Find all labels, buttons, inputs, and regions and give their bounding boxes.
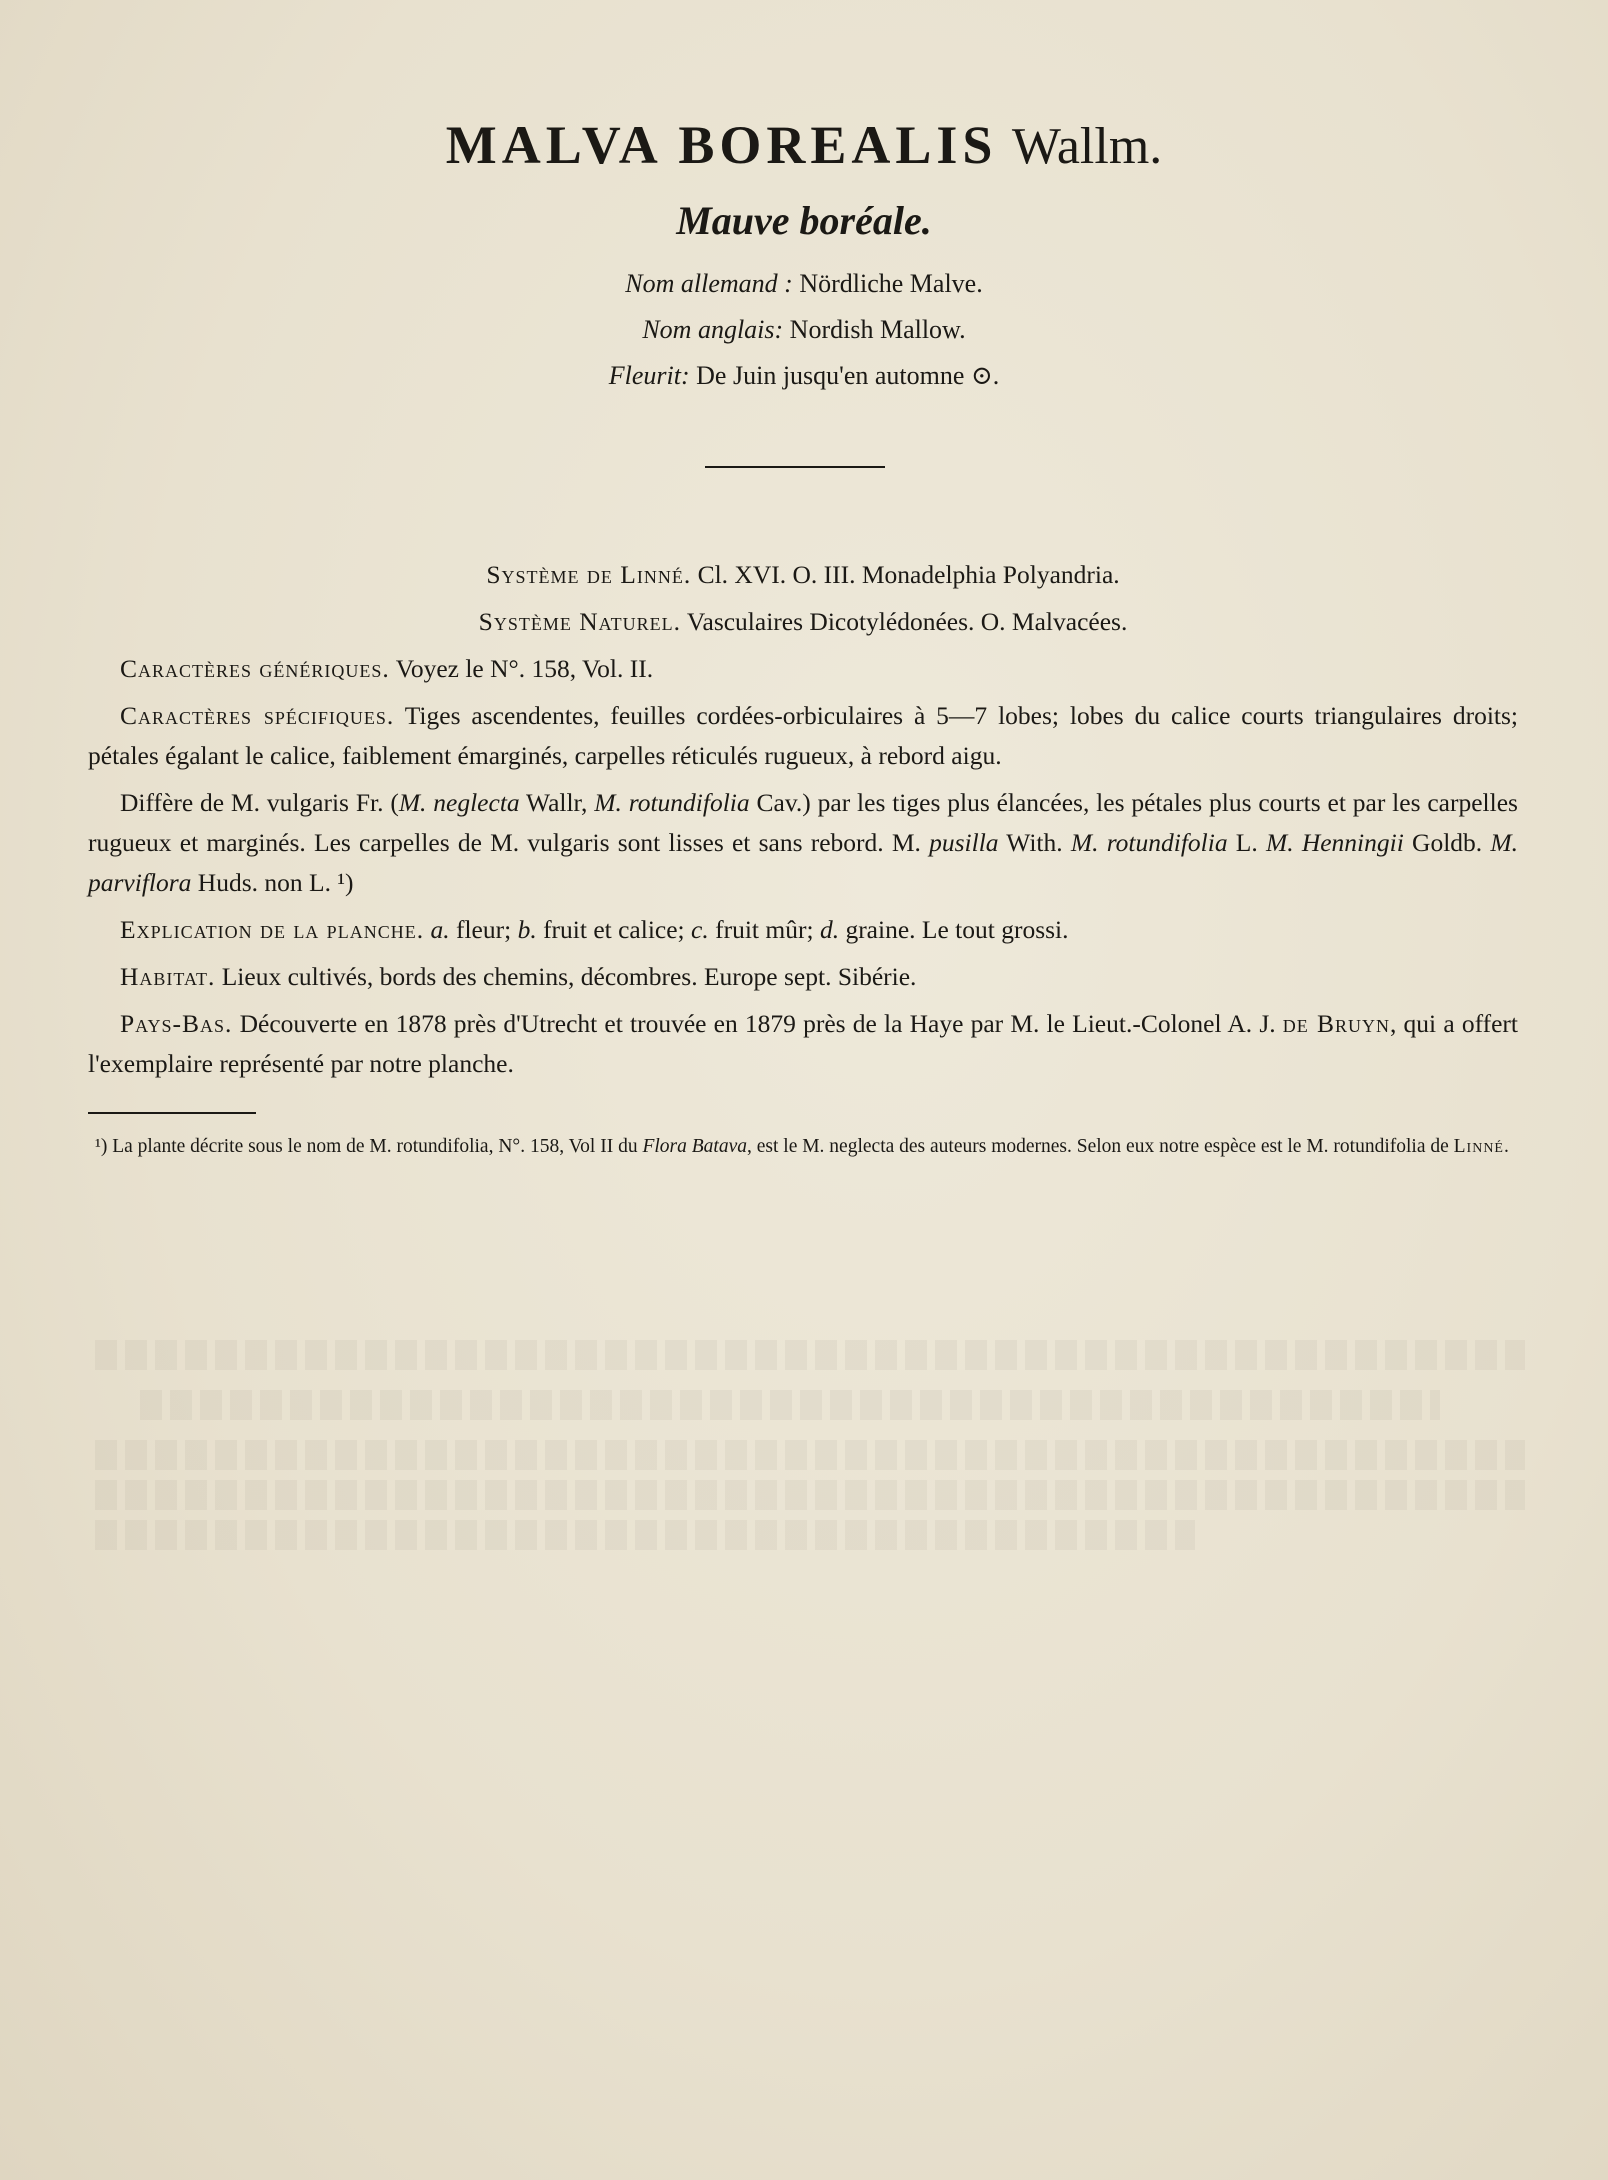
explanation-key-d: d. [819,915,840,944]
explanation-text-c: fruit mûr; [708,915,820,944]
explanation-text-d: graine. Le tout grossi. [839,915,1069,944]
generic-characters [88,649,1518,689]
show-through [95,1520,1195,1550]
footnote-flora: Flora Batava [642,1136,747,1157]
netherlands-label: Pays-Bas. [120,1009,233,1038]
explanation-key-b: b. [517,915,537,944]
english-name-label: Nom anglais: [642,315,784,344]
german-name-value: Nördliche Malve. [799,269,983,298]
differs-text: Cav.) par les tiges plus élancées, les pétales plus courts et par les carpelles rugueux et marginés. Les carpelles de M. vulgaris sont lisses et sans rebord. M. [88,788,1518,857]
differs-neglecta: M. neglecta [398,788,520,817]
header-divider [705,466,885,468]
generic-label: Caractères génériques. [120,654,390,683]
generic-text: Voyez le N°. 158, Vol. II. [395,654,654,683]
footnote-text: ¹) La plante décrite sous le nom de M. rotundifolia, N°. 158, Vol II du [95,1136,643,1157]
footnote [95,1130,1515,1164]
differs-rotundifolia: M. rotundifolia [1070,828,1228,857]
show-through [95,1440,1525,1470]
naturel-label: Système Naturel. [478,607,681,636]
description-body [88,555,1518,1091]
show-through [95,1340,1525,1370]
habitat-text: Lieux cultivés, bords des chemins, décombres. Europe sept. Sibérie. [221,962,917,991]
flowering-label: Fleurit: [608,361,690,390]
footnote-divider [88,1112,256,1114]
common-names [0,261,1608,399]
differs-text: Huds. non L. ¹) [191,868,354,897]
show-through [140,1390,1440,1420]
linne-text: Cl. XVI. O. III. Monadelphia Polyandria. [697,560,1120,589]
page-title [0,108,1608,183]
english-name-line [0,307,1608,353]
flowering-value: De Juin jusqu'en automne ⊙. [696,361,1000,390]
footnote-linne: Linné [1453,1136,1504,1157]
show-through [95,1480,1525,1510]
explanation-label: Explication de la planche. [120,915,425,944]
explanation-text-a: fleur; [449,915,518,944]
german-name-label: Nom allemand : [625,269,793,298]
differs-paragraph [88,783,1518,903]
netherlands-text-end: , qui a offert l'exemplaire représenté par notre planche. [88,1009,1518,1078]
specific-label: Caractères spécifiques. [120,701,395,730]
explanation-text-b: fruit et calice; [536,915,692,944]
differs-text: Diffère de M. vulgaris Fr. ( [120,788,399,817]
specific-characters [88,696,1518,776]
species-author: Wallm. [1011,118,1163,175]
footnote-text: . [1504,1136,1509,1157]
habitat [88,957,1518,997]
differs-pusilla: pusilla [929,828,999,857]
natural-system [88,602,1518,642]
differs-text: L. [1227,828,1266,857]
habitat-label: Habitat. [120,962,216,991]
english-name-value: Nordish Mallow. [789,315,966,344]
species-name: MALVA BOREALIS [445,115,998,175]
collector-name: de Bruyn [1282,1009,1390,1038]
naturel-text: Vasculaires Dicotylédonées. O. Malvacées. [686,607,1128,636]
linne-system [88,555,1518,595]
linne-label: Système de Linné. [486,560,692,589]
french-name: Mauve boréale. [676,198,932,243]
differs-text: With. [998,828,1071,857]
netherlands-text: Découverte en 1878 près d'Utrecht et trouvée en 1879 près de la Haye par M. le Lieut.-Colonel A. J. [239,1009,1283,1038]
specific-text: Tiges ascendentes, feuilles cordées-orbiculaires à 5—7 lobes; lobes du calice courts triangulaires droits; pétales égalant le calice, faiblement émarginés, carpelles réticulés rugueux, à rebord aigu. [88,701,1519,770]
explanation-key-a: a. [430,915,450,944]
differs-text: Goldb. [1403,828,1491,857]
flowering-line [0,353,1608,399]
header [0,108,1608,399]
plate-explanation [88,910,1518,950]
explanation-key-c: c. [691,915,709,944]
differs-text: Wallr, [519,788,595,817]
german-name-line [0,261,1608,307]
netherlands [88,1004,1518,1084]
differs-henningii: M. Henningii [1265,828,1404,857]
differs-rotundifolia: M. rotundifolia [594,788,750,817]
footnote-text: , est le M. neglecta des auteurs modernes. Selon eux notre espèce est le M. rotundifolia de [746,1136,1454,1157]
differs-parviflora: M. parviflora [88,828,1518,897]
